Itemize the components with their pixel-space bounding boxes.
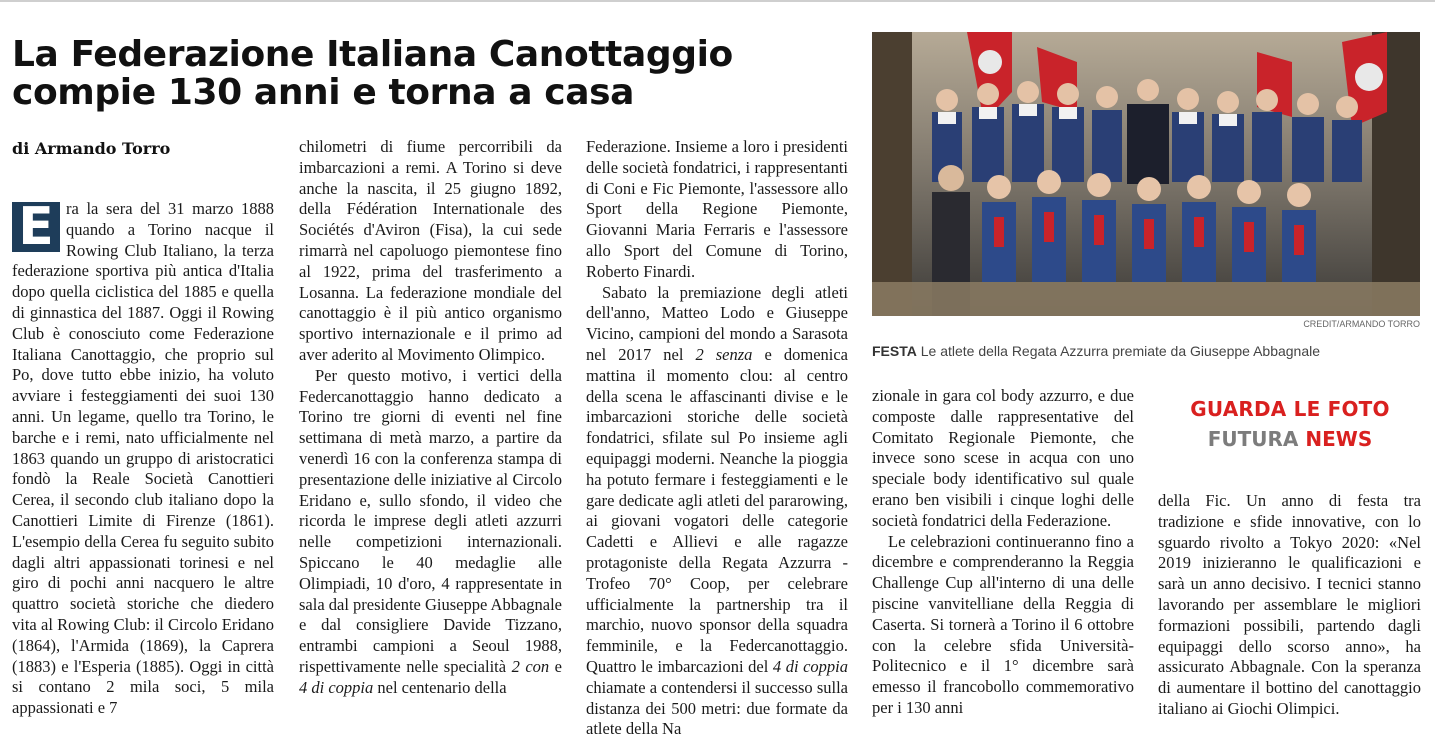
paragraph-text: Per questo motivo, i vertici della Federcanottaggio hanno dedicato a Torino tre giorni di eventi nel fine settimana di metà marzo, a partire da venerdì 16 con la conferenza stampa di presentazione delle iniziative al Circolo Eridano e, sullo sfondo, il video che ricorda le imprese degli atleti azzurri nelle competizioni internazionali. Spiccano le 40 medaglie alle Olimpiadi, 10 d'oro, 4 rappresentate in sala dal presidente Giuseppe Abbagnale e dal consigliere Davide Tizzano, entrambi campioni a Seoul 1988, rispettivamente nelle specialità bbox=[299, 365, 562, 676]
paragraph: Le celebrazioni continueranno fino a dicembre e comprenderanno la Reggia Challenge Cup all'interno di una delle piscine vanvitelliane della Reggia di Caserta. Si tornerà a Torino il 6 ottobre con la celebre sfida Università-Politecnico e il 1° dicembre sarà emesso il francobollo commemorativo per i 130 anni bbox=[872, 531, 1134, 717]
photo-illustration bbox=[872, 32, 1420, 316]
paragraph: Federazione. Insieme a loro i presidenti delle società fondatrici, i rappresentanti di Coni e Fic Piemonte, l'assessore allo Sport della Regione Piemonte, Giovanni Maria Ferraris e l'assessore allo Sport del Comune di Torino, Roberto Finardi. bbox=[586, 137, 848, 281]
top-rule bbox=[0, 0, 1435, 2]
drop-cap: E bbox=[12, 202, 60, 252]
italic-term: 4 di coppia bbox=[772, 656, 848, 676]
promo-futura-news[interactable] bbox=[1140, 427, 1435, 451]
paragraph bbox=[12, 199, 274, 719]
paragraph: zionale in gara col body azzurro, e due composte dalle rappresentative del Comitato Regionale Piemonte, che invece sono scese in acqua con uno speciale body identificativo sul quale erano ben visibili i cinque loghi delle società fondatrici della Federazione. bbox=[872, 386, 1134, 530]
promo-brand-futura: FUTURA bbox=[1207, 427, 1299, 451]
paragraph-text: e domenica mattina il momento clou: al centro della scena le affascinanti divise e le imbarcazioni storiche delle società fondatrici, sfilate sul Po insieme agli equipaggi moderni. Neanche la pioggia ha potuto fermare i festeggiamenti e le gare dedicate agli atleti del pararowing, ai giovani vogatori delle categorie Cadetti e Allievi e alle ragazze protagoniste della Regata Azzurra - Trofeo 70° Coop, per celebrare ufficialmente la partnership tra il marchio, nuovo sponsor della squadra femminile, e la Federcanottaggio. Quattro le imbarcazioni del bbox=[586, 344, 848, 676]
paragraph-text: Sabato la premiazione degli atleti dell'anno, Matteo Lodo e Giuseppe Vicino, campioni del mondo a Sarasota nel 2017 nel bbox=[586, 282, 848, 364]
paragraph bbox=[586, 283, 848, 739]
article-column-5 bbox=[1158, 491, 1421, 739]
italic-term: 2 con bbox=[511, 656, 550, 676]
promo-brand-news: NEWS bbox=[1298, 427, 1373, 451]
article-column-4 bbox=[872, 386, 1134, 738]
article-column-1 bbox=[12, 199, 274, 739]
photo-caption bbox=[872, 343, 1432, 359]
paragraph-text: chiamate a contendersi il successo sulla distanza dei 500 metri: due formate da atlete della Na bbox=[586, 677, 848, 739]
paragraph-text: e bbox=[549, 656, 562, 676]
article-byline: di Armando Torro bbox=[12, 139, 171, 158]
paragraph-text: ra la sera del 31 marzo 1888 quando a Torino nacque il Rowing Club Italiano, la terza federazione sportiva più antica d'Italia dopo quella ciclistica del 1885 e quella di ginnastica del 1887. Oggi il Rowing Club è conosciuto come Federazione Italiana Canottaggio, che proprio sul Po, dove tutto ebbe inizio, ha voluto avviare i festeggiamenti dei suoi 130 anni. Un legame, quello tra Torino, le barche e i remi, nato ufficialmente nel 1863 quando un gruppo di aristocratici fondò la Reale Società Canottieri Cerea, il secondo club italiano dopo la Canottieri Limite di Firenze (1861). L'esempio della Cerea fu seguito subito dagli altri appassionati torinesi e nel giro di pochi anni nacquero le altre quattro società storiche che diedero vita al Rowing Club: il Circolo Eridano (1864), l'Armida (1869), la Caprera (1883) e l'Esperia (1885). Oggi in città si contano 2 mila soci, 5 mila appassionati e 7 bbox=[12, 199, 274, 718]
photo-credit: CREDIT/ARMANDO TORRO bbox=[1303, 319, 1420, 329]
article-column-3 bbox=[586, 137, 848, 739]
caption-text: Le atlete della Regata Azzurra premiate da Giuseppe Abbagnale bbox=[916, 343, 1321, 359]
italic-term: 2 senza bbox=[695, 344, 753, 364]
team-photo bbox=[872, 32, 1420, 316]
article-column-2 bbox=[299, 137, 562, 739]
paragraph: della Fic. Un anno di festa tra tradizione e sfide innovative, con lo sguardo rivolto a Tokyo 2020: «Nel 2019 inizieranno le qualificazioni e sarà un anno decisivo. I tecnici stanno lavorando per assemblare le migliori formazioni possibili, partendo dagli equipaggi dello scorso anno», ha assicurato Abbagnale. Con la speranza di aumentare il bottino del canottaggio italiano ai Giochi Olimpici. bbox=[1158, 491, 1421, 718]
paragraph-text: nel centenario della bbox=[373, 677, 507, 697]
article-headline: La Federazione Italiana Canottaggio compie 130 anni e torna a casa bbox=[12, 34, 733, 113]
paragraph: chilometri di fiume percorribili da imbarcazioni a remi. A Torino si deve anche la nascita, il 25 giugno 1892, della Fédération Internationale des Sociétés d'Aviron (Fisa), la cui sede rimarrà nel capoluogo piemontese fino al 1922, prima del trasferimento a Losanna. La federazione mondiale del canottaggio è il più antico organismo sportivo internazionale e il primo ad aver aderito al Movimento Olimpico. bbox=[299, 137, 562, 364]
caption-label: FESTA bbox=[872, 343, 917, 359]
promo-guarda-le-foto[interactable]: GUARDA LE FOTO bbox=[1190, 397, 1390, 421]
paragraph bbox=[299, 366, 562, 699]
italic-term: 4 di coppia bbox=[299, 677, 374, 697]
